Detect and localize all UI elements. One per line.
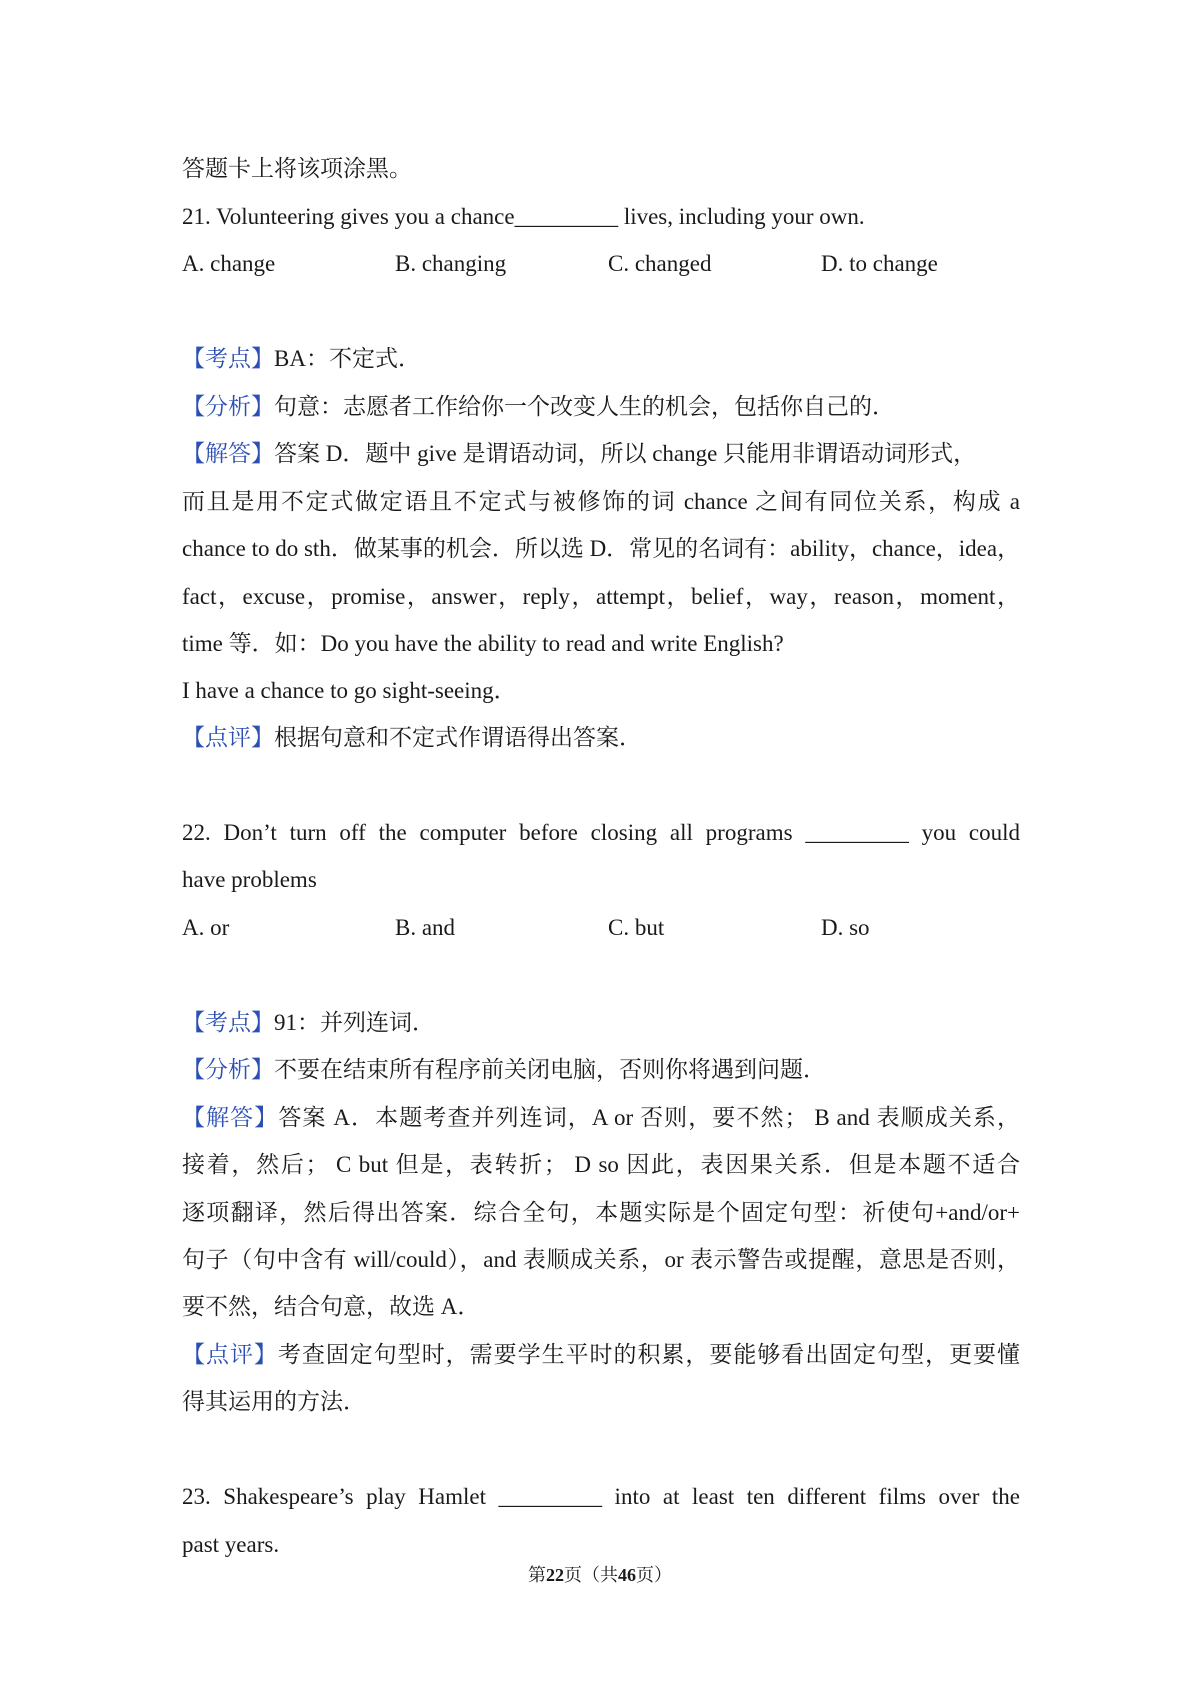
jieda-text: 答案 D．题中 give 是谓语动词，所以 change 只能用非谓语动词形式， bbox=[274, 441, 977, 466]
jieda-tag: 【解答】 bbox=[182, 1105, 279, 1130]
jieda-22-line: 句子（句中含有 will/could），and 表顺成关系，or 表示警告或提醒，意思是否则， bbox=[182, 1247, 1020, 1272]
dianping-tag: 【点评】 bbox=[182, 1342, 278, 1367]
option-d: D. to change bbox=[821, 251, 938, 276]
option-b: B. changing bbox=[395, 251, 507, 276]
dianping-text: 根据句意和不定式作谓语得出答案． bbox=[274, 725, 642, 750]
footer-pre: 第 bbox=[528, 1565, 546, 1585]
kaodian-tag: 【考点】 bbox=[182, 346, 274, 371]
footer-mid: 页（共 bbox=[564, 1565, 618, 1585]
page-footer bbox=[0, 1563, 1200, 1587]
dianping-22 bbox=[182, 1339, 1020, 1371]
dianping-21 bbox=[182, 722, 1020, 754]
jieda-22-line: 要不然，结合句意，故选 A． bbox=[182, 1294, 481, 1319]
jieda-tag: 【解答】 bbox=[182, 441, 274, 466]
fenxi-text: 不要在结束所有程序前关闭电脑，否则你将遇到问题． bbox=[274, 1057, 826, 1082]
fenxi-tag: 【分析】 bbox=[182, 394, 274, 419]
question-22: 22. Don’t turn off the computer before closing all programs _________ you could bbox=[182, 820, 1020, 845]
kaodian-tag: 【考点】 bbox=[182, 1010, 274, 1035]
jieda-22-line: 逐项翻译，然后得出答案．综合全句，本题实际是个固定句型：祈使句+and/or+ bbox=[182, 1200, 1020, 1225]
kaodian-22 bbox=[182, 1007, 1020, 1039]
option-d: D. so bbox=[821, 915, 870, 940]
jieda-21-line: I have a chance to go sight-seeing． bbox=[182, 678, 517, 703]
option-b: B. and bbox=[395, 915, 456, 940]
dianping-text: 考查固定句型时，需要学生平时的积累，要能够看出固定句型，更要懂 bbox=[277, 1342, 1021, 1367]
jieda-21-line: chance to do sth．做某事的机会．所以选 D．常见的名词有：ability，chance，idea， bbox=[182, 536, 1021, 561]
kaodian-21 bbox=[182, 343, 1020, 375]
footer-post: 页） bbox=[636, 1565, 672, 1585]
jieda-21-line: fact，excuse，promise，answer，reply，attempt，belief，way，reason，moment， bbox=[182, 584, 1020, 609]
fenxi-text: 句意：志愿者工作给你一个改变人生的机会，包括你自己的． bbox=[274, 394, 895, 419]
fenxi-22 bbox=[182, 1054, 1020, 1086]
option-a: A. or bbox=[182, 915, 230, 940]
question-22-cont: have problems bbox=[182, 867, 317, 892]
jieda-21 bbox=[182, 438, 1020, 470]
option-c: C. but bbox=[608, 915, 665, 940]
option-c: C. changed bbox=[608, 251, 712, 276]
fenxi-tag: 【分析】 bbox=[182, 1057, 274, 1082]
dianping-tag: 【点评】 bbox=[182, 725, 274, 750]
question-23-cont: past years. bbox=[182, 1532, 280, 1557]
option-a: A. change bbox=[182, 251, 276, 276]
page-total: 46 bbox=[618, 1565, 636, 1585]
question-23: 23. Shakespeare’s play Hamlet _________ into at least ten different films over the bbox=[182, 1484, 1020, 1509]
jieda-21-line: 而且是用不定式做定语且不定式与被修饰的词 chance 之间有同位关系，构成 a bbox=[182, 489, 1020, 514]
jieda-22 bbox=[182, 1102, 1020, 1134]
fenxi-21 bbox=[182, 391, 1020, 423]
jieda-22-line: 接着，然后； C but 但是，表转折； D so 因此，表因果关系．但是本题不适合 bbox=[182, 1152, 1020, 1177]
kaodian-text: BA：不定式． bbox=[274, 346, 421, 371]
dianping-22-line: 得其运用的方法． bbox=[182, 1389, 366, 1414]
jieda-text: 答案 A．本题考查并列连词，A or 否则，要不然； B and 表顺成关系， bbox=[278, 1105, 1020, 1130]
question-21: 21. Volunteering gives you a chance_________ lives, including your own. bbox=[182, 204, 865, 229]
kaodian-text: 91：并列连词． bbox=[274, 1010, 435, 1035]
jieda-21-line: time 等．如：Do you have the ability to read and write English? bbox=[182, 631, 784, 656]
instruction-text: 答题卡上将该项涂黑。 bbox=[182, 156, 412, 181]
page-number: 22 bbox=[546, 1565, 564, 1585]
